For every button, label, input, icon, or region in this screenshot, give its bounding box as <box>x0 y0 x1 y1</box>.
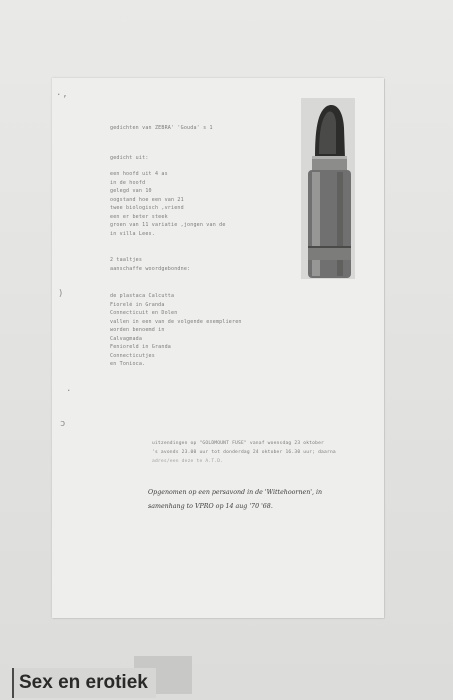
poem-line: gelegd van 10 <box>110 188 152 194</box>
punch-hole-mark: ɔ <box>60 419 66 429</box>
section-heading <box>110 256 190 273</box>
punch-hole-mark: . <box>56 88 62 98</box>
section-subtitle: aanschaffe woordgebondne: <box>110 265 191 272</box>
notice-line: uitzendingen op "GOLDMOUNT FUSE" vanaf woensdag 23 oktober <box>152 441 325 446</box>
notice-line: adres/een deze te A.T.D. <box>152 459 224 464</box>
poem-line: en Tonioca. <box>110 361 146 367</box>
handwritten-line: Opgenomen op een persavond in de 'Wittehoornen', in <box>148 489 323 496</box>
poem-line: in villa Lees. <box>110 230 155 237</box>
handwritten-line: samenhang to VPRO op 14 aug '70 '68. <box>148 503 273 510</box>
poem-line: groen van 11 variatie ,jongen van de <box>110 222 226 228</box>
punch-hole-mark: ) <box>58 289 64 299</box>
poem-line: Fiorelé in Granda <box>110 301 165 308</box>
archive-category-label: Sex en erotiek <box>12 668 156 698</box>
poem-line: de plastaca Calcutta <box>110 293 175 299</box>
punch-hole-mark: . <box>66 384 72 394</box>
punch-hole-mark: ’ <box>62 95 68 105</box>
handwritten-note <box>148 486 322 514</box>
poem-line: worden benoemd in <box>110 327 165 333</box>
poem-line: vallen in een van de volgende exemplieren <box>110 318 242 325</box>
poem-line: oogstand hoe een van 21 <box>110 196 184 203</box>
poem-heading: gedicht uit: <box>110 155 149 161</box>
lipstick-photo <box>301 98 355 279</box>
poem-line: een er beter steek <box>110 213 168 220</box>
document-header: gedichten van ZEBRA' 'Gouda' s 1 <box>110 125 213 131</box>
poem-stanza-1 <box>110 170 226 238</box>
poem-line: een hoofd uit 4 as <box>110 171 168 177</box>
poem-line: Connecticutjes <box>110 352 155 359</box>
broadcast-notice <box>152 439 336 466</box>
poem-line: in de hoofd <box>110 179 146 186</box>
section-title: 2 taaltjes <box>110 257 143 263</box>
notice-line: 's avonds 23.00 uur tot donderdag 24 oktober 16.30 uur; daarna <box>152 450 336 455</box>
poem-line: Calvagmada <box>110 335 143 342</box>
poem-line: Connecticuit en Dolen <box>110 310 178 316</box>
poem-stanza-2 <box>110 292 242 369</box>
poem-line: twee biologisch ,vriend <box>110 205 184 211</box>
poem-line: Fenioreld in Granda <box>110 344 171 350</box>
